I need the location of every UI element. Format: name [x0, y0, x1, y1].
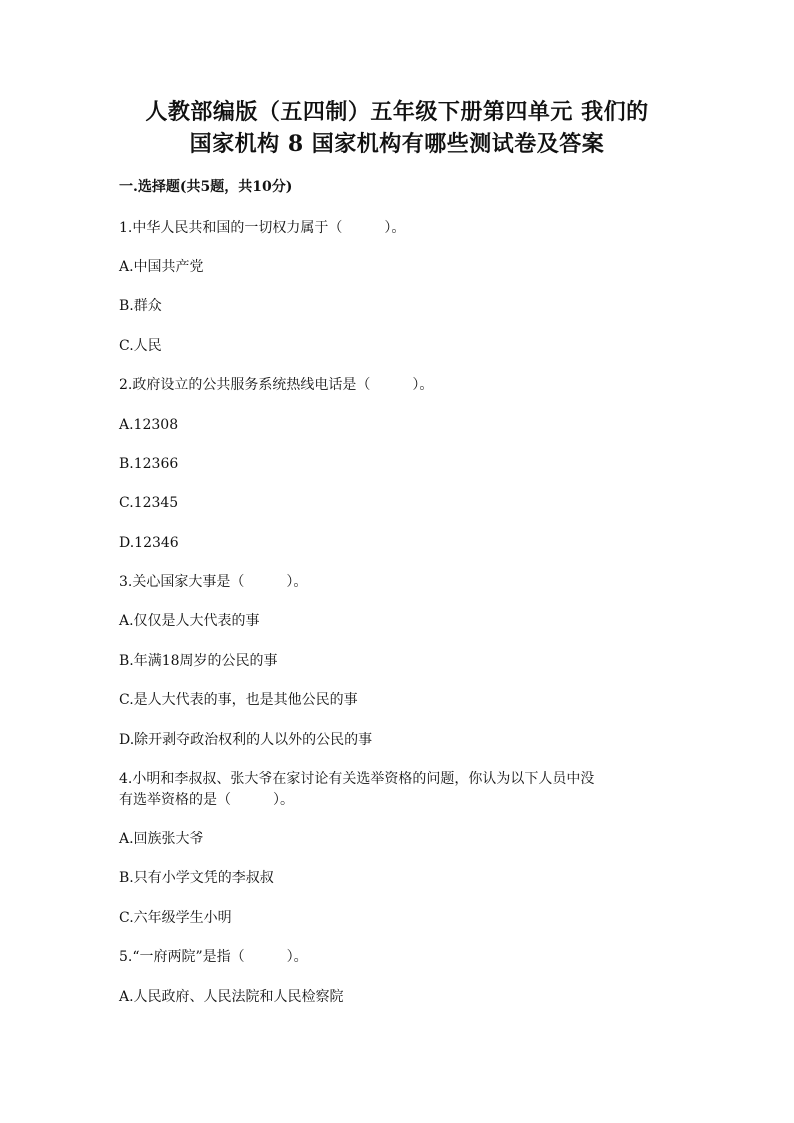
- question-2-stem: 2.政府设立的公共服务系统热线电话是（ ）。: [119, 377, 434, 393]
- question-5-option-a: A.人民政府、人民法院和人民检察院: [119, 989, 344, 1005]
- question-2-option-d: D.12346: [119, 535, 179, 551]
- question-3-option-d: D.除开剥夺政治权利的人以外的公民的事: [119, 732, 373, 748]
- question-4-option-a: A.回族张大爷: [119, 831, 204, 847]
- question-2-option-a: A.12308: [119, 417, 179, 433]
- question-4-option-b: B.只有小学文凭的李叔叔: [119, 870, 274, 886]
- question-1-option-a: A.中国共产党: [119, 259, 204, 275]
- question-2-option-b: B.12366: [119, 456, 179, 472]
- question-4-option-c: C.六年级学生小明: [119, 910, 232, 926]
- question-3-option-c: C.是人大代表的事，也是其他公民的事: [119, 692, 358, 708]
- question-2-option-c: C.12345: [119, 495, 179, 511]
- document-title-line-2: 国家机构 8 国家机构有哪些测试卷及答案: [189, 131, 605, 157]
- section-heading: 一.选择题(共5题，共10分): [119, 179, 293, 195]
- question-3-stem: 3.关心国家大事是（ ）。: [119, 574, 308, 590]
- document-title-line-1: 人教部编版（五四制）五年级下册第四单元 我们的: [145, 99, 649, 125]
- question-1-stem: 1.中华人民共和国的一切权力属于（ ）。: [119, 220, 406, 236]
- question-5-stem: 5.“一府两院”是指（ ）。: [119, 949, 308, 965]
- question-1-option-b: B.群众: [119, 298, 162, 314]
- question-4-stem-line-2: 有选举资格的是（ ）。: [119, 792, 294, 808]
- question-1-option-c: C.人民: [119, 338, 162, 354]
- question-3-option-a: A.仅仅是人大代表的事: [119, 613, 260, 629]
- question-3-option-b: B.年满18周岁的公民的事: [119, 653, 278, 669]
- question-4-stem-line-1: 4.小明和李叔叔、张大爷在家讨论有关选举资格的问题，你认为以下人员中没: [119, 771, 595, 787]
